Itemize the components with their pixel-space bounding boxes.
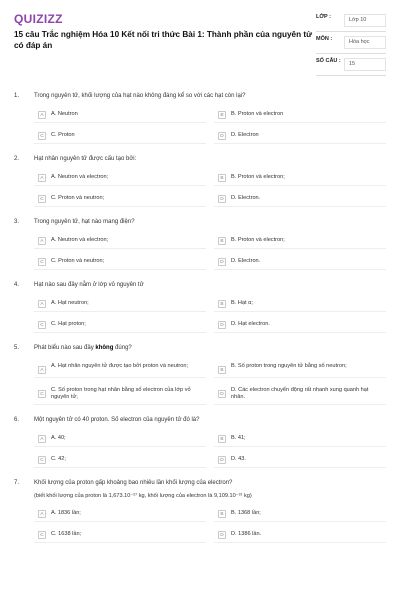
option-c[interactable] (34, 255, 206, 270)
question-number: 6. (14, 417, 20, 423)
option-letter-box: D (218, 456, 226, 464)
meta-value: Hóa học (344, 36, 386, 49)
option-grid (34, 360, 386, 405)
option-text: D. Electron. (231, 195, 261, 201)
option-d[interactable] (214, 129, 386, 144)
question-number: 3. (14, 219, 20, 225)
question-list (14, 92, 386, 543)
document-title: 15 câu Trắc nghiệm Hóa 10 Kết nối tri thức Bài 1: Thành phần của nguyên tử có đáp án (14, 30, 313, 50)
option-text: D. 1386 lần. (231, 531, 262, 537)
option-text: B. 1368 lần; (231, 510, 261, 516)
option-letter-box: D (218, 390, 226, 398)
option-d[interactable] (214, 384, 386, 405)
option-text: C. Hạt proton; (51, 321, 86, 327)
option-a[interactable] (34, 297, 206, 312)
option-text: C. 1638 lần; (51, 531, 82, 537)
option-text: B. 41; (231, 435, 246, 441)
option-b[interactable] (214, 234, 386, 249)
question-7 (14, 479, 386, 543)
option-c[interactable] (34, 384, 206, 405)
option-grid (34, 171, 386, 207)
option-text: C. Proton (51, 132, 75, 138)
worksheet-header (14, 10, 386, 80)
option-letter-box: D (218, 531, 226, 539)
option-grid (34, 234, 386, 270)
option-letter-box: D (218, 132, 226, 140)
question-number: 1. (14, 93, 20, 99)
question-text-part: Phát biểu nào sau đây (34, 345, 96, 351)
option-letter-box: A (38, 300, 46, 308)
option-letter-box: B (218, 510, 226, 518)
question-number: 7. (14, 480, 20, 486)
option-letter-box: C (38, 321, 46, 329)
option-text: B. Proton và electron; (231, 237, 285, 243)
option-grid (34, 432, 386, 468)
meta-row-count (316, 54, 386, 76)
question-text (34, 344, 132, 352)
option-letter-box: C (38, 195, 46, 203)
option-text: A. Neutron và electron; (51, 237, 109, 243)
option-letter-box: B (218, 435, 226, 443)
option-a[interactable] (34, 108, 206, 123)
option-b[interactable] (214, 297, 386, 312)
option-letter-box: A (38, 174, 46, 182)
option-letter-box: D (218, 195, 226, 203)
meta-row-subject (316, 32, 386, 54)
option-c[interactable] (34, 129, 206, 144)
option-letter-box: B (218, 366, 226, 374)
option-letter-box: B (218, 111, 226, 119)
option-text: D. 43. (231, 456, 246, 462)
question-number: 4. (14, 282, 20, 288)
option-letter-box: B (218, 174, 226, 182)
option-letter-box: C (38, 132, 46, 140)
option-a[interactable] (34, 360, 206, 378)
option-letter-box: A (38, 510, 46, 518)
option-text: D. Electron. (231, 258, 261, 264)
meta-key: SỐ CÂU : (316, 58, 341, 64)
option-grid (34, 297, 386, 333)
option-grid (34, 108, 386, 144)
option-text: B. Số proton trong nguyên tử bằng số neutron; (231, 363, 347, 369)
meta-row-class (316, 10, 386, 32)
option-text: A. Neutron và electron; (51, 174, 109, 180)
option-text: A. 40; (51, 435, 66, 441)
option-b[interactable] (214, 171, 386, 186)
option-letter-box: A (38, 435, 46, 443)
question-4 (14, 281, 386, 333)
question-1 (14, 92, 386, 144)
question-text: Hạt nào sau đây nằm ở lớp vỏ nguyên tử (34, 282, 144, 288)
option-a[interactable] (34, 171, 206, 186)
option-letter-box: D (218, 258, 226, 266)
option-c[interactable] (34, 318, 206, 333)
option-letter-box: D (218, 321, 226, 329)
option-text: C. Số proton trong hạt nhân bằng số electron của lớp vỏ nguyên tử; (51, 387, 191, 400)
option-d[interactable] (214, 318, 386, 333)
option-letter-box: C (38, 390, 46, 398)
question-number: 5. (14, 345, 20, 351)
option-letter-box: C (38, 258, 46, 266)
question-text: Một nguyên tử có 40 proton. Số electron của nguyên tử đó là? (34, 417, 200, 423)
option-text: A. 1836 lần; (51, 510, 81, 516)
option-letter-box: B (218, 300, 226, 308)
meta-value: 15 (344, 58, 386, 71)
option-d[interactable] (214, 192, 386, 207)
logo-text: QUIZIZZ (14, 12, 63, 26)
option-letter-box: A (38, 237, 46, 245)
option-text: C. Proton và neutron; (51, 258, 105, 264)
question-text: Hạt nhân nguyên tử được cấu tạo bởi: (34, 156, 137, 162)
meta-key: LỚP : (316, 14, 331, 20)
option-text: A. Hạt neutron; (51, 300, 89, 306)
question-text: Khối lượng của proton gấp khoảng bao nhiêu lần khối lượng của electron? (34, 480, 233, 486)
option-a[interactable] (34, 507, 206, 522)
option-a[interactable] (34, 234, 206, 249)
option-d[interactable] (214, 528, 386, 543)
option-letter-box: C (38, 456, 46, 464)
question-5 (14, 344, 386, 405)
option-grid (34, 507, 386, 543)
question-note: (biết khối lượng của proton là 1,673.10⁻²⁷ kg, khối lượng của electron là 9,109.10⁻³¹ kg) (34, 493, 252, 499)
option-text: B. Proton và electron; (231, 174, 285, 180)
option-d[interactable] (214, 255, 386, 270)
option-text: B. Proton và electron (231, 111, 284, 117)
option-text: C. 42; (51, 456, 66, 462)
option-text: D. Electron (231, 132, 259, 138)
option-c[interactable] (34, 192, 206, 207)
question-2 (14, 155, 386, 207)
question-3 (14, 218, 386, 270)
option-text: A. Hạt nhân nguyên tử được tạo bởi proton và neutron; (51, 363, 189, 369)
option-text: D. Các electron chuyển động rất nhanh xung quanh hạt nhân. (231, 387, 369, 400)
quizizz-logo (14, 12, 63, 26)
question-number: 2. (14, 156, 20, 162)
option-letter-box: C (38, 531, 46, 539)
meta-panel (316, 10, 386, 76)
option-text: C. Proton và neutron; (51, 195, 105, 201)
option-d[interactable] (214, 453, 386, 468)
option-text: A. Neutron (51, 111, 78, 117)
option-text: B. Hạt α; (231, 300, 253, 306)
meta-key: MÔN : (316, 36, 333, 42)
question-text-part: đúng? (113, 345, 132, 351)
option-letter-box: A (38, 366, 46, 374)
option-b[interactable] (214, 108, 386, 123)
question-6 (14, 416, 386, 468)
option-a[interactable] (34, 432, 206, 447)
option-text: D. Hạt electron. (231, 321, 270, 327)
option-b[interactable] (214, 432, 386, 447)
meta-value: Lớp 10 (344, 14, 386, 27)
option-b[interactable] (214, 360, 386, 378)
option-letter-box: A (38, 111, 46, 119)
question-text-emphasis: không (95, 345, 114, 351)
option-letter-box: B (218, 237, 226, 245)
option-c[interactable] (34, 528, 206, 543)
option-c[interactable] (34, 453, 206, 468)
question-text: Trong nguyên tử, khối lượng của hạt nào không đáng kể so với các hạt còn lại? (34, 93, 246, 99)
question-text: Trong nguyên tử, hạt nào mang điện? (34, 219, 135, 225)
option-b[interactable] (214, 507, 386, 522)
